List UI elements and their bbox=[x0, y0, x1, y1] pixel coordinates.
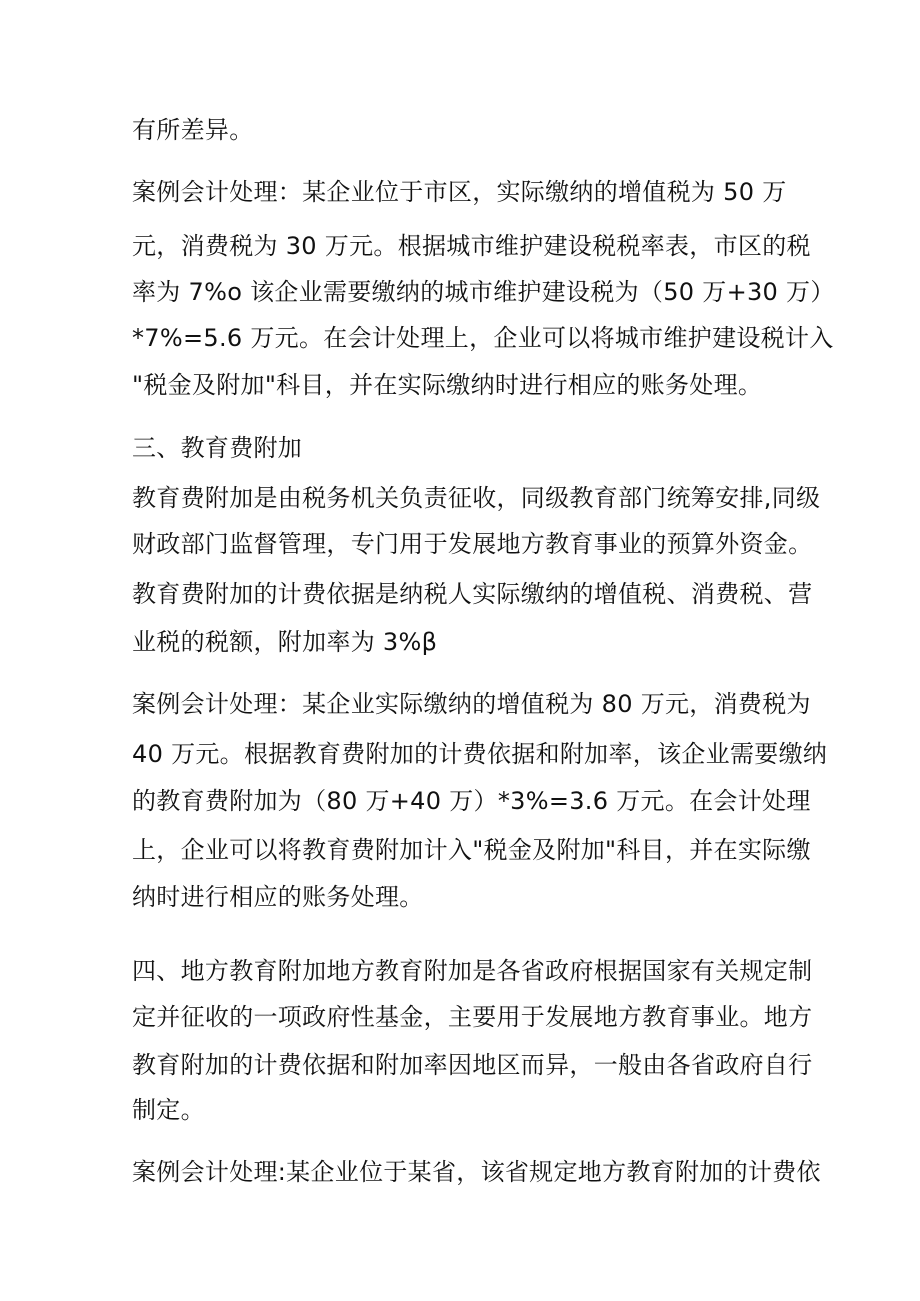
section-heading: 三、教育费附加 bbox=[132, 434, 303, 462]
text-line: 教育附加的计费依据和附加率因地区而异，一般由各省政府自行 bbox=[132, 1051, 813, 1079]
text-line: 案例会计处理：某企业位于市区，实际缴纳的增值税为 50 万 bbox=[132, 178, 787, 206]
text-line: 制定。 bbox=[132, 1096, 205, 1124]
text-line: 上，企业可以将教育费附加计入"税金及附加"科目，并在实际缴 bbox=[132, 836, 811, 864]
text-line: 财政部门监督管理，专门用于发展地方教育事业的预算外资金。 bbox=[132, 530, 813, 558]
text-line: 有所差异。 bbox=[132, 116, 254, 144]
text-line: 的教育费附加为（80 万+40 万）*3%=3.6 万元。在会计处理 bbox=[132, 787, 811, 815]
text-line: 元，消费税为 30 万元。根据城市维护建设税税率表，市区的税 bbox=[132, 232, 811, 260]
text-line: 纳时进行相应的账务处理。 bbox=[132, 883, 424, 911]
text-line: 案例会计处理：某企业实际缴纳的增值税为 80 万元，消费税为 bbox=[132, 690, 811, 718]
text-line: 40 万元。根据教育费附加的计费依据和附加率，该企业需要缴纳 bbox=[132, 740, 828, 768]
text-line: 定并征收的一项政府性基金，主要用于发展地方教育事业。地方 bbox=[132, 1003, 813, 1031]
text-line: 教育费附加的计费依据是纳税人实际缴纳的增值税、消费税、营 bbox=[132, 580, 813, 608]
section-heading: 四、地方教育附加地方教育附加是各省政府根据国家有关规定制 bbox=[132, 957, 813, 985]
text-line: 率为 7%o 该企业需要缴纳的城市维护建设税为（50 万+30 万） bbox=[132, 278, 835, 306]
text-line: "税金及附加"科目，并在实际缴纳时进行相应的账务处理。 bbox=[132, 371, 763, 399]
text-line: 教育费附加是由税务机关负责征收，同级教育部门统筹安排,同级 bbox=[132, 484, 821, 512]
text-line: 业税的税额，附加率为 3%β bbox=[132, 628, 438, 656]
text-line: 案例会计处理:某企业位于某省，该省规定地方教育附加的计费依 bbox=[132, 1158, 821, 1186]
text-line: *7%=5.6 万元。在会计处理上，企业可以将城市维护建设税计入 bbox=[132, 324, 834, 352]
